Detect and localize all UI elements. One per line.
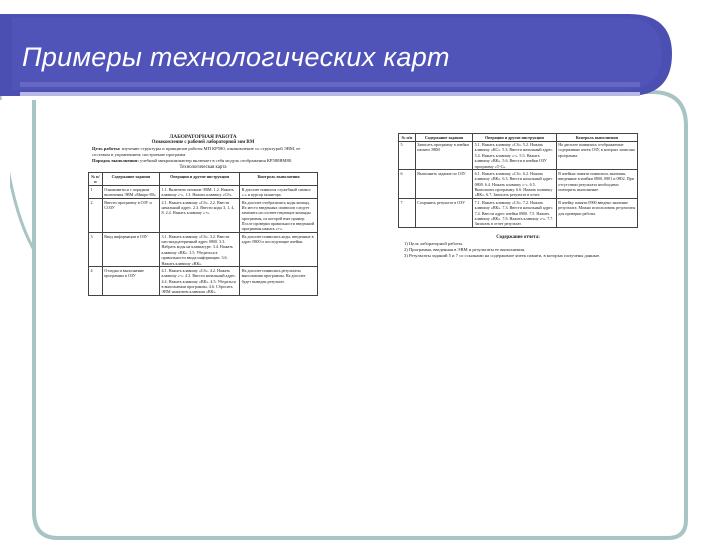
table-row (399, 199, 638, 228)
cell-task: Отладка и выполнение программы в ОЗУ (102, 267, 159, 296)
col-header-operations: Операции и другие инструкции (159, 173, 239, 186)
table-header-row (399, 134, 638, 142)
report-item: 1) Цель лабораторной работы. (404, 241, 464, 247)
cell-check: В дисплее появился служебный символ «.» и курсор монитора. (240, 186, 318, 199)
report-heading: Содержание отчета: (496, 235, 540, 241)
cell-check: На дисплее появились отображаемые содержимые ячеек ОЗУ, в которых записана программа. (556, 141, 637, 170)
table-row (89, 186, 318, 199)
col-header-task: Содержание задания (415, 134, 472, 142)
col-header-number: № п/п (89, 173, 103, 186)
report-item: 2) Программа, введенная в ЭВМ и результаты ее выполнения. (404, 247, 526, 253)
col-header-task: Содержание задания (102, 173, 159, 186)
goal-paragraph (92, 146, 314, 157)
tech-card-table-left (88, 172, 318, 296)
sequence-label: Порядок выполнения: (92, 157, 139, 163)
cell-task: Записать программу в ячейки памяти ЭВМ (415, 141, 472, 170)
cell-task: Ознакомиться с порядком включения ЭВМ «Микро-80» (102, 186, 159, 199)
document-right (398, 132, 638, 437)
cell-task: Ввести программу в ОЗУ и СОЗУ (102, 198, 159, 232)
col-header-number: № п/п (399, 134, 416, 142)
cell-operations: 6.1. Нажать клавишу «Сб». 6.2. Нажать клавишу «ВК». 6.3. Ввести начальный адрес 0800. 6.4. Нажать клавишу «-». 6.5. Выполнить программу. 6.6. Нажать клавишу «ВК». 6.7. Записать результат в отчет. (473, 170, 557, 199)
cell-number: 6 (399, 170, 416, 199)
doc-heading-2: Ознакомление с рабочей лабораторной эвм RM (151, 140, 255, 146)
report-item: 3) Результаты заданий 5 и 7 со ссылками на содержимое ячеек памяти, в которых получены данные. (404, 252, 601, 258)
slide-title: Примеры технологических карт (22, 42, 450, 72)
document-left (88, 134, 318, 444)
table-row (89, 267, 318, 296)
table-row (399, 141, 638, 170)
cell-operations: 1.1. Включить питание ЭВМ. 1.2. Нажать клавишу «-», 1.3. Нажать клавишу «Сб». (159, 186, 239, 199)
cell-number: 1 (89, 186, 103, 199)
tech-card-table-right (398, 133, 638, 228)
goal-text: изучение структуры и принципов работы МП КР580, ознакомление со структурой ЭВМ, ее составом и управлением; построение программ (92, 146, 301, 157)
cell-number: 2 (89, 198, 103, 232)
sequence-paragraph (92, 158, 314, 164)
col-header-operations: Операции и другие инструкции (473, 134, 557, 142)
cell-check: В ячейку памяти 0900 введено значение результата. Можно использовать результаты для проверки работы. (556, 199, 637, 228)
cell-operations: 4.1. Нажать клавишу «Сб». 4.2. Нажать клавишу «-». 4.3. Ввести начальный адрес. 4.4. Нажать клавишу «ВК». 4.5. Убедиться в выполнении программы. 4.6. Сбросить ЭВМ нажатием клавиши «ВК». (159, 267, 239, 296)
cell-task: Выполнить задание по ОЗУ (415, 170, 472, 199)
cell-task: Сохранить результат в ОЗУ (415, 199, 472, 228)
doc-heading-1: ЛАБОРАТОРНАЯ РАБОТА (169, 134, 237, 140)
col-header-check: Контроль выполнения (240, 173, 318, 186)
cell-check: На дисплее отобразились коды команд. Их место введенных символов следует заменить на соответствующие команды программы, из которой взят пример. После проверки правильности введенной программы нажать «+». (240, 198, 318, 232)
cell-number: 5 (399, 141, 416, 170)
cell-operations: 2.1. Нажать клавишу «Сб». 2.2. Ввести начальный адрес. 2.3. Ввести коды 3, 1, 4, 8. 2.4. Нажать клавишу «+». (159, 198, 239, 232)
table-row (89, 198, 318, 232)
sequence-text: учебный микрокомпьютер включает в себя модуль отображения КР580ВМ80. (140, 157, 293, 163)
cell-check: В ячейках памяти появились значения, введенные в ячейки 0800, 0801 и 0802. При отсутствии результата необходимо повторить выполнение. (556, 170, 637, 199)
table-header-row (89, 173, 318, 186)
goal-label: Цель работы: (92, 146, 121, 152)
cell-number: 4 (89, 267, 103, 296)
title-underline-dark (20, 82, 640, 87)
cell-task: Ввод информации в ОЗУ (102, 233, 159, 267)
table-caption: Технологическая карта (179, 165, 227, 171)
cell-operations: 5.1. Нажать клавишу «Сб». 5.2. Нажать клавишу «КС». 5.3. Ввести начальный адрес. 5.4. Нажать клавишу «-». 5.5. Нажать клавишу «ВК». 5.6. Ввести в ячейки ОЗУ программу «Т-С». (473, 141, 557, 170)
title-underline-light (20, 92, 640, 96)
col-header-check: Контроль выполнения (556, 134, 637, 142)
cell-number: 7 (399, 199, 416, 228)
cell-number: 3 (89, 233, 103, 267)
table-row (399, 170, 638, 199)
cell-operations: 3.1. Нажать клавишу «Сб». 3.2. Ввести шестнадцатеричный адрес 0800. 3.3. Набрать коды на клавиатуре. 3.4. Нажать клавишу «ВК». 3.5. Убедиться в правильности ввода информации. 3.6. Нажать клавишу «ВК». (159, 233, 239, 267)
cell-check: На дисплее появились коды, введенные в адрес 0800 и последующие ячейки. (240, 233, 318, 267)
cell-operations: 7.1. Нажать клавишу «Сб». 7.2. Нажать клавишу «ВК». 7.3. Ввести начальный адрес. 7.4. Ввести адрес ячейки 0900. 7.5. Нажать клавишу «ВК». 7.6. Нажать клавишу «-». 7.7. Записать в отчет результат. (473, 199, 557, 228)
table-row (89, 233, 318, 267)
cell-check: На дисплее появились результаты выполнения программы. На дисплее будет выведен результат. (240, 267, 318, 296)
